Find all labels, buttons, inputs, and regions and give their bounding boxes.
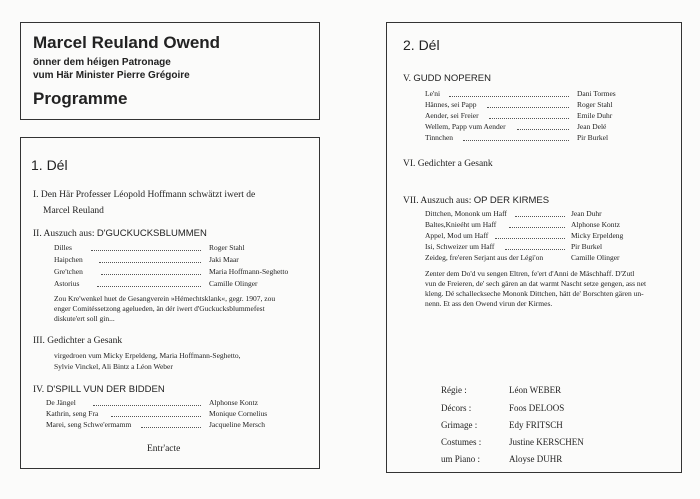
header-box	[20, 22, 320, 120]
part1-title: 1. Dél	[31, 157, 68, 173]
credit-label: Décors :	[441, 403, 472, 413]
cast-actor: Dani Tormes	[577, 89, 616, 98]
section-7-note	[425, 269, 677, 309]
cast-actor: Pir Burkel	[571, 242, 603, 251]
cast-role: Hännes, sei Papp	[425, 100, 477, 109]
leader-dots	[505, 249, 565, 250]
page-title: Marcel Reuland Owend	[33, 33, 221, 52]
leader-dots	[141, 427, 201, 428]
part2-title: 2. Dél	[403, 37, 440, 53]
patronage-line: önner dem héigen Patronage	[33, 57, 171, 68]
section-7-heading	[403, 195, 549, 206]
cast-role: Wellem, Papp vum Aender	[425, 122, 506, 131]
credit-name: Foos DELOOS	[509, 403, 565, 413]
leader-dots	[99, 262, 201, 263]
cast-actor: Roger Stahl	[209, 243, 245, 252]
cast-actor: Camille Olinger	[571, 253, 620, 262]
section-2-title: D'GUCKUCKSBLUMMEN	[96, 228, 207, 239]
credit-label: um Piano :	[441, 454, 481, 464]
section-3-line: virgedroen vum Micky Erpeldeng, Maria Hoffmann-Seghetto,	[54, 351, 241, 360]
credit-name: Justine KERSCHEN	[509, 437, 584, 447]
section-4-heading	[33, 384, 165, 395]
cast-actor: Monique Cornelius	[209, 409, 268, 418]
section-4-prefix: IV.	[33, 385, 45, 395]
cast-role: Baltes,Knieéht um Haff	[425, 220, 497, 229]
section-7-prefix: VII. Auszuch aus:	[403, 196, 472, 206]
credit-label: Régie :	[441, 385, 467, 395]
leader-dots	[487, 107, 569, 108]
cast-actor: Maria Hoffmann-Seghetto	[209, 267, 289, 276]
section-1-line2: Marcel Reuland	[43, 206, 104, 216]
section-5-heading	[403, 73, 491, 84]
note-line: enger Comitéssetzong agelueden, än dér iwert d'Guckucksblummefest	[54, 304, 265, 313]
cast-actor: Camille Olinger	[209, 279, 258, 288]
leader-dots	[509, 227, 565, 228]
leader-dots	[91, 250, 201, 251]
cast-actor: Emile Duhr	[577, 111, 613, 120]
cast-role: Aender, sei Freier	[425, 111, 479, 120]
cast-actor: Jaki Maar	[209, 255, 239, 264]
minister-line: vum Här Minister Pierre Grégoire	[33, 70, 190, 81]
note-line: nenn. Et ass den Owend virun der Kirmes.	[425, 299, 553, 308]
section-5-title: GUDD NOPEREN	[413, 73, 491, 84]
section-3-line: Sylvie Vinckel, Ali Bintz a Léon Weber	[54, 362, 173, 371]
section-6-heading: VI. Gedichter a Gesank	[403, 159, 493, 169]
part1-box	[20, 137, 320, 469]
section-5-prefix: V.	[403, 74, 412, 84]
leader-dots	[101, 274, 201, 275]
section-7-title: OP DER KIRMES	[473, 195, 550, 206]
leader-dots	[495, 238, 565, 239]
credit-name: Edy FRITSCH	[509, 420, 563, 430]
cast-role: Haipchen	[54, 255, 83, 264]
cast-actor: Alphonse Kontz	[209, 398, 258, 407]
cast-actor: Roger Stahl	[577, 100, 613, 109]
cast-actor: Alphonse Kontz	[571, 220, 620, 229]
cast-actor: Jean Duhr	[571, 209, 602, 218]
leader-dots	[515, 216, 565, 217]
section-2-note	[54, 294, 314, 324]
credit-name: Aloyse DUHR	[509, 454, 563, 464]
section-2-prefix: II. Auszuch aus:	[33, 229, 95, 239]
cast-role: Appel, Mod um Haff	[425, 231, 489, 240]
leader-dots	[93, 405, 201, 406]
cast-role: Zeideg, fre'eren Serjant aus der Légi'on	[425, 253, 544, 262]
cast-actor: Jean Delé	[577, 122, 607, 131]
leader-dots	[97, 286, 201, 287]
note-line: Zou Kre'wenkel huet de Gesangverein »Hémechtsklank«, gegr. 1907, zou	[54, 294, 276, 303]
cast-role: De Jängel	[46, 398, 76, 407]
note-line: kleng. Dé schalleckseche Mononk Dittchen, hätt de' Borschten gären un-	[425, 289, 644, 298]
cast-role: Dittchen, Mononk um Haff	[425, 209, 507, 218]
cast-actor: Jacqueline Mersch	[209, 420, 266, 429]
cast-role: Dilles	[54, 243, 72, 252]
programme-title: Programme	[33, 89, 128, 108]
cast-actor: Micky Erpeldeng	[571, 231, 624, 240]
cast-role: Gre'tchen	[54, 267, 83, 276]
leader-dots	[463, 140, 569, 141]
credit-label: Costumes :	[441, 437, 482, 447]
leader-dots	[489, 118, 569, 119]
part2-box	[386, 22, 682, 473]
note-line: diskute'ert soll gin...	[54, 314, 115, 323]
cast-role: Astorius	[54, 279, 80, 288]
entracte: Entr'acte	[147, 444, 181, 454]
cast-role: Marei, seng Schwe'ermamm	[46, 420, 132, 429]
note-line: vun de Freieren, de' sech gären an dat warmt Nascht setze gengen, ass net	[425, 279, 647, 288]
cast-role: Kathrin, seng Fra	[46, 409, 99, 418]
section-4-title: D'SPILL VUN DER BIDDEN	[46, 384, 165, 395]
section-3-heading: III. Gedichter a Gesank	[33, 336, 123, 346]
cast-actor: Pir Burkel	[577, 133, 609, 142]
cast-role: Tinnchen	[425, 133, 454, 142]
cast-role: Le'ni	[425, 89, 441, 98]
section-2-heading	[33, 228, 207, 239]
credit-label: Grimage :	[441, 420, 478, 430]
leader-dots	[449, 96, 569, 97]
cast-role: Isi, Schweizer um Haff	[425, 242, 495, 251]
section-1-line1: I. Den Här Professer Léopold Hoffmann schwätzt iwert de	[33, 190, 256, 200]
credit-name: Léon WEBER	[509, 385, 562, 395]
leader-dots	[517, 129, 569, 130]
note-line: Zenter dem Do'd vu sengen Eltren, fe'ert d'Anni de Mäschhaff. D'Zutl	[425, 269, 635, 278]
leader-dots	[111, 416, 201, 417]
